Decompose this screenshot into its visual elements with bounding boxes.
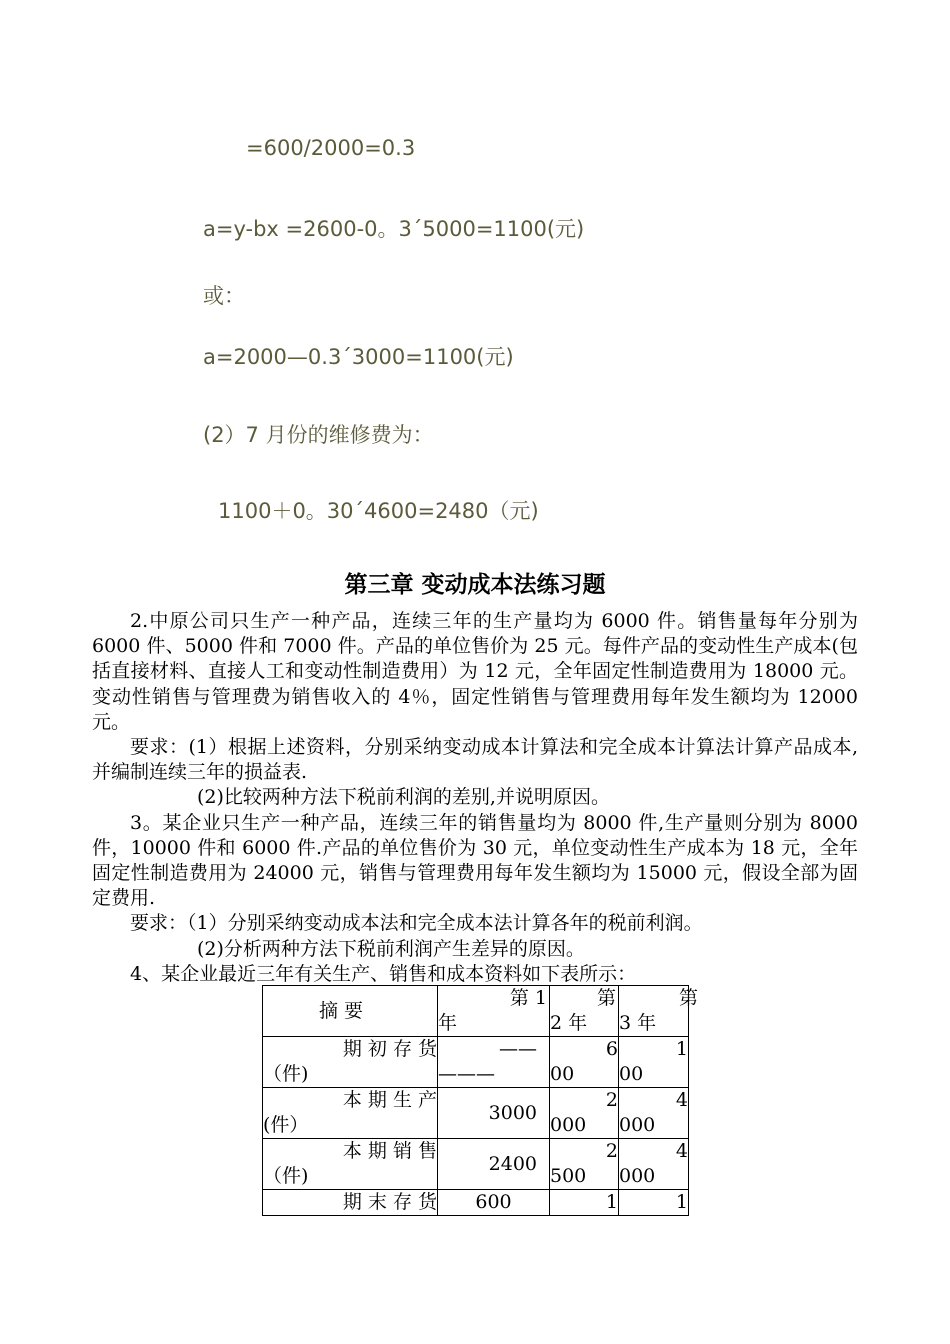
equation-a-alt: a=2000—0.3´3000=1100(元) (203, 345, 514, 369)
cell-year-2: 2 500 (550, 1139, 619, 1190)
equation-a-value: a=y-bx =2600-0。3´5000=1100(元) (203, 217, 585, 241)
exercise-text (92, 609, 858, 987)
question-2-requirement-2: (2)比较两种方法下税前利润的差别,并说明原因。 (197, 786, 610, 809)
cell-year-3: 4 000 (619, 1088, 689, 1139)
cell-year-2: 1 (550, 1190, 619, 1216)
question-3-requirement-1: 要求：（1）分别采纳变动成本法和完全成本法计算各年的税前利润。 (130, 912, 703, 935)
question-2-text: 2.中原公司只生产一种产品，连续三年的生产量均为 6000 件。销售量每年分别为 6000 件、5000 件和 7000 件。产品的单位售价为 25 元。每件产品的变动性生产成本(包 括直接材料、直接人工和变动性制造费用）为 12 元，全年固定性制造费用为 18000 元。 变动性销售与管理费为销售收入的 4％，固定性销售与管理费用每年发生额均为 12000 元。 (92, 610, 858, 733)
question-4-text: 4、某企业最近三年有关生产、销售和成本资料如下表所示： (130, 962, 637, 985)
equation-or: 或： (203, 284, 245, 308)
equation-july-heading: (2）7 月份的维修费为： (203, 423, 434, 447)
table-header-row (263, 986, 689, 1037)
question-2-requirement-1: 要求：(1）根据上述资料，分别采纳变动成本计算法和完全成本计算法计算产品成本,并编制连续三年的损益表. (92, 736, 858, 784)
cell-year-3: 1 (619, 1190, 689, 1216)
equation-july-cost: 1100＋0。30´4600=2480（元) (218, 499, 539, 523)
question-3-text: 3。某企业只生产一种产品，连续三年的销售量均为 8000 件,生产量则分别为 8000 件，10000 件和 6000 件.产品的单位售价为 30 元，单位变动性生产成本为 18 元，全年 固定性制造费用为 24000 元，销售与管理费用每年发生额均为 15000 元，假设全部为固 定费用. (92, 811, 858, 910)
cell-year-1: 2400 (438, 1139, 550, 1190)
cell-year-1: —— ——— (438, 1037, 550, 1088)
table-row (263, 1037, 689, 1088)
row-label-closing-inventory: 期 末 存 货 (263, 1190, 438, 1216)
question-3-requirement-2: (2)分析两种方法下税前利润产生差异的原因。 (197, 937, 585, 960)
cell-year-2: 6 00 (550, 1037, 619, 1088)
cell-year-3: 4 000 (619, 1139, 689, 1190)
cell-year-2: 2 000 (550, 1088, 619, 1139)
table-row (263, 1139, 689, 1190)
row-label-sales: 本 期 销 售 （件) (263, 1139, 438, 1190)
row-label-production: 本 期 生 产 (件） (263, 1088, 438, 1139)
table-row (263, 1088, 689, 1139)
production-sales-table (262, 985, 698, 1216)
header-summary: 摘 要 (263, 986, 438, 1037)
table-row (263, 1190, 689, 1216)
header-year-2: 第 2 年 (550, 986, 619, 1037)
equation-b-value: =600/2000=0.3 (246, 136, 416, 160)
row-label-opening-inventory: 期 初 存 货 （件) (263, 1037, 438, 1088)
cell-year-1: 600 (438, 1190, 550, 1216)
chapter-title: 第三章 变动成本法练习题 (344, 571, 606, 598)
cell-year-3: 1 00 (619, 1037, 689, 1088)
header-year-1: 第 1 年 (438, 986, 550, 1037)
cell-year-1: 3000 (438, 1088, 550, 1139)
header-year-3: 第 3 年 (619, 986, 689, 1037)
